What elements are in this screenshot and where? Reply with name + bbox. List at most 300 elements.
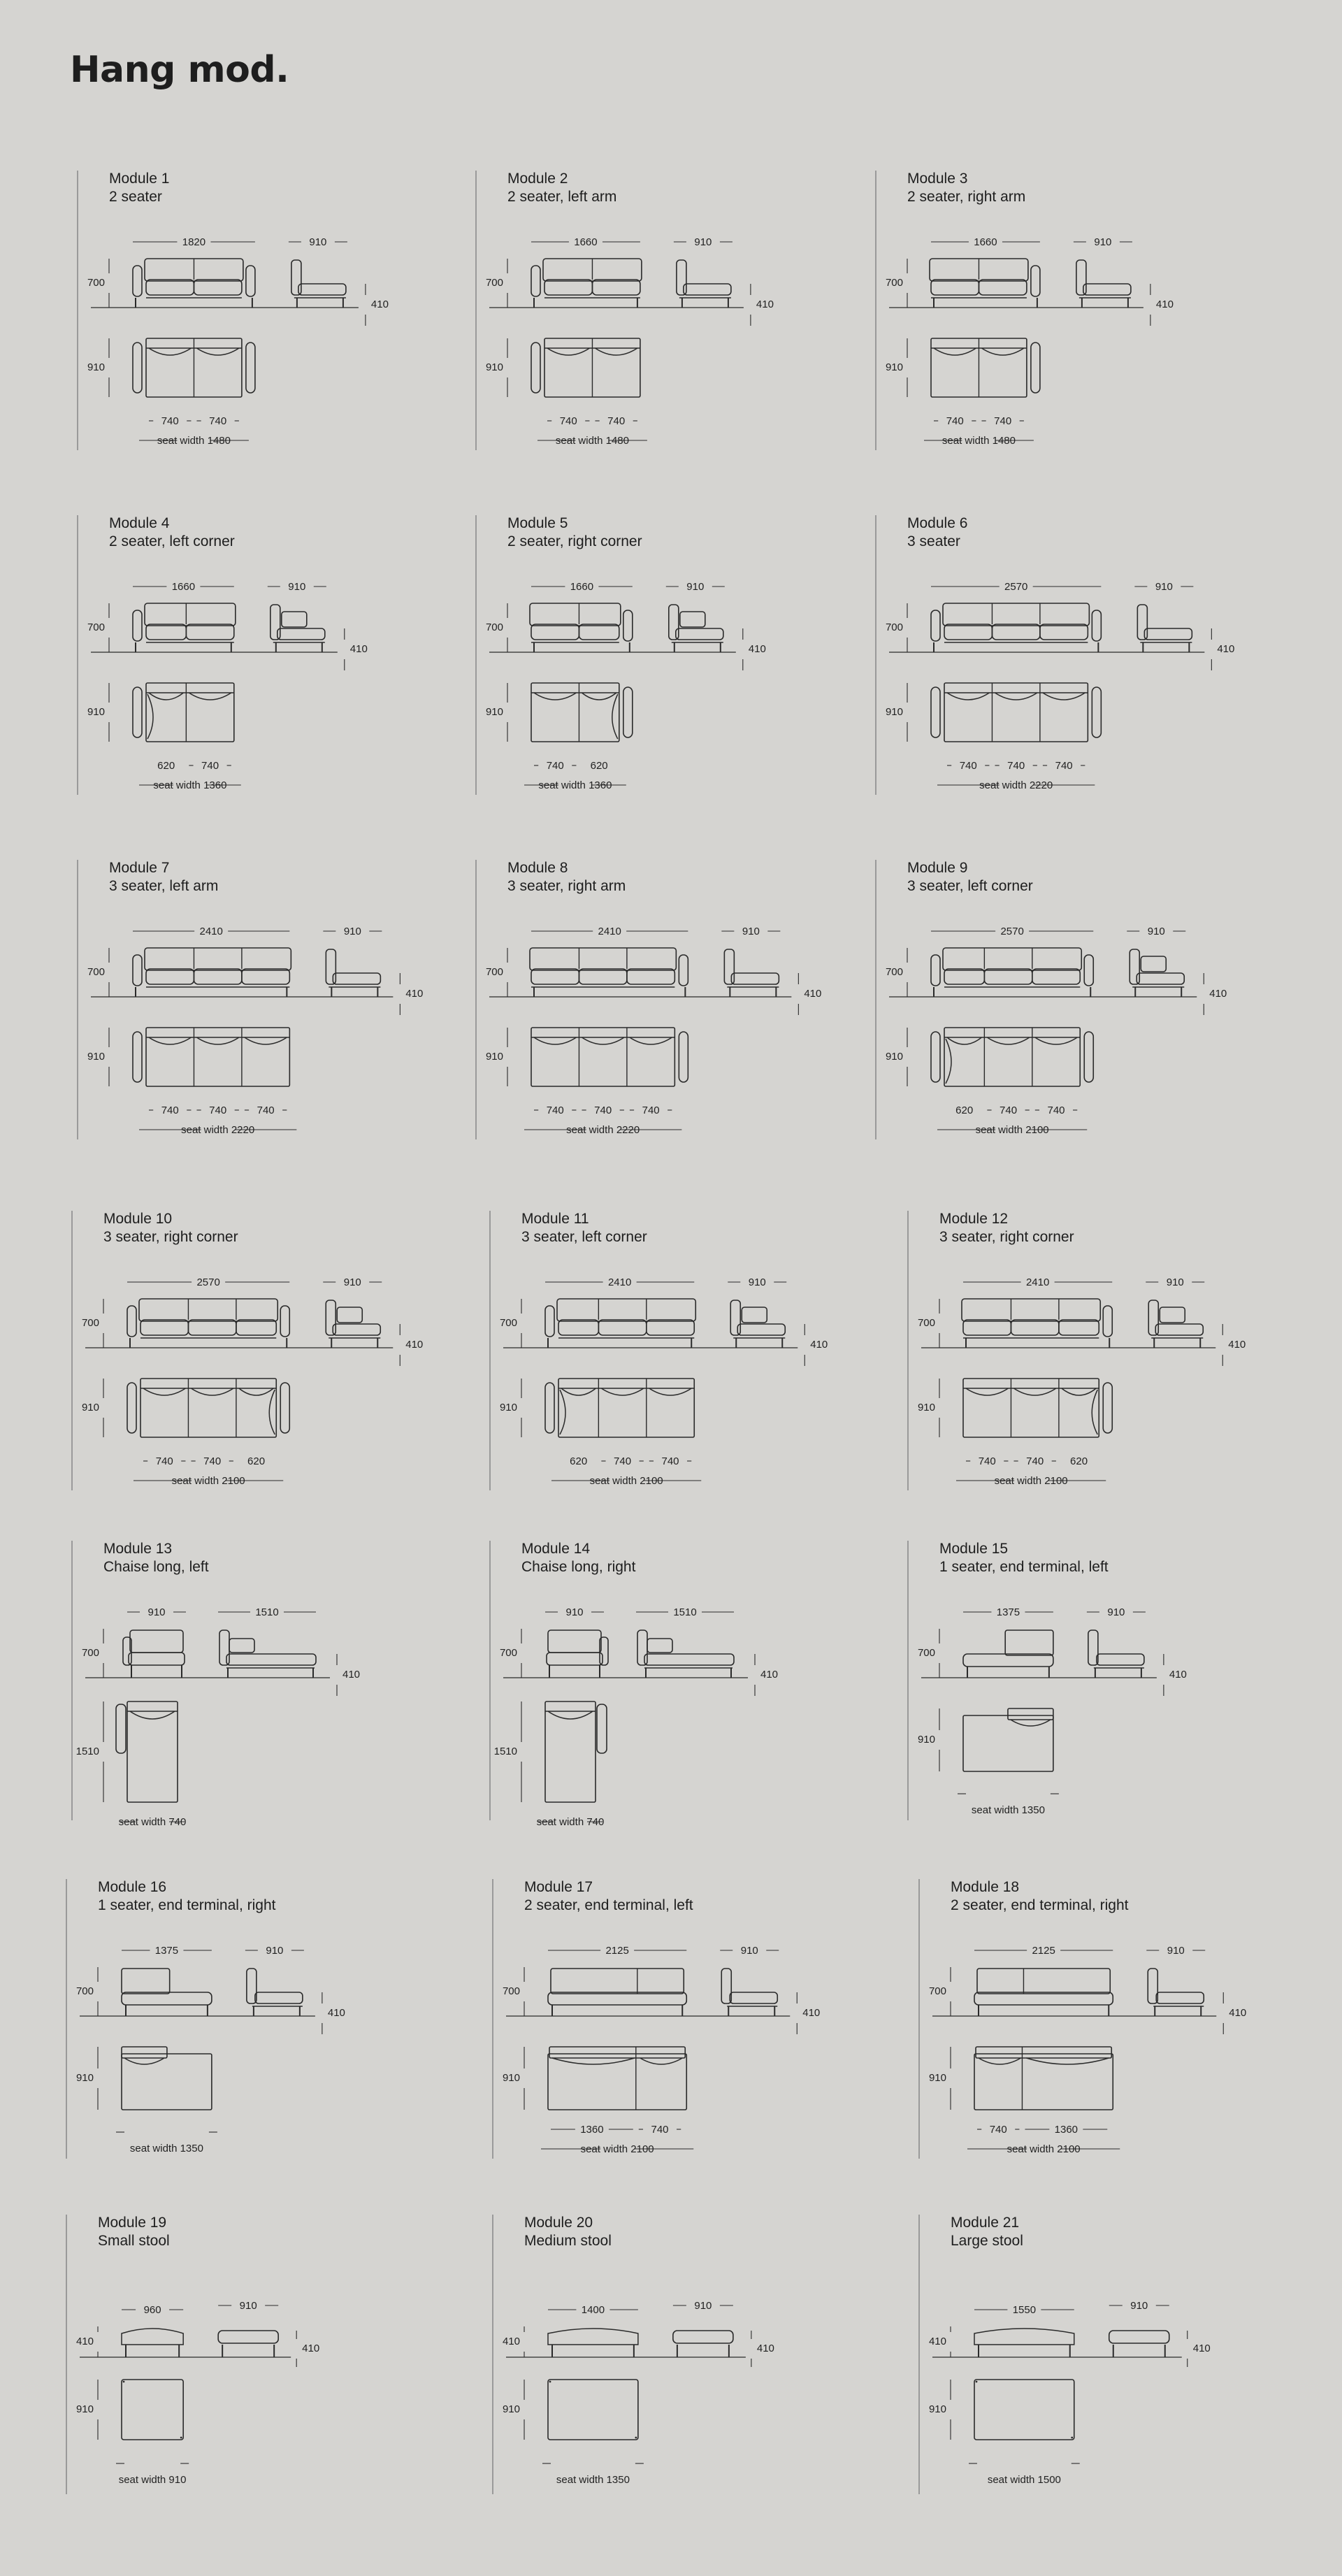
front-backrest <box>145 948 291 970</box>
module-14 <box>489 1541 881 1834</box>
module-description: Large stool <box>951 2233 1023 2249</box>
seat-dimension-3: 740 <box>257 1104 275 1116</box>
side-seat-cushion <box>1155 1324 1203 1335</box>
seat-dimension-2: 740 <box>651 2123 669 2136</box>
side-backrest <box>669 605 679 640</box>
top-depth-dimension: 910 <box>502 2403 520 2415</box>
side-backrest <box>291 260 301 295</box>
side-depth-dimension: 910 <box>239 2299 257 2312</box>
top-corner-curve <box>147 694 153 739</box>
front-backrest <box>977 1969 1110 1994</box>
front-width-dimension: 1660 <box>574 236 598 248</box>
top-corner-curve <box>560 1390 565 1434</box>
module-name: Module 2 <box>507 171 568 187</box>
module-drawing <box>492 2215 883 2508</box>
front-width-dimension: 1375 <box>996 1606 1020 1618</box>
front-height-dimension: 700 <box>87 965 105 978</box>
seat-dimension-1: 740 <box>161 1104 179 1116</box>
side-backrest <box>219 1630 229 1665</box>
module-description: 2 seater, end terminal, left <box>524 1897 693 1913</box>
top-arm-right <box>280 1383 289 1433</box>
module-drawing <box>77 171 468 464</box>
top-arm-right <box>1092 687 1101 737</box>
front-width-dimension: 2410 <box>1025 1276 1050 1288</box>
top-body <box>558 1379 694 1437</box>
top-depth-dimension: 910 <box>885 1050 903 1063</box>
top-body <box>944 1028 1080 1086</box>
top-seat-cushion-3 <box>1035 1037 1077 1044</box>
side-seat-cushion <box>644 1654 734 1665</box>
top-seat-cushion-1 <box>979 2058 1020 2064</box>
module-description: 2 seater <box>109 189 162 205</box>
seat-dimension-3: 740 <box>1055 759 1073 772</box>
front-seat-cushion-1 <box>558 1320 598 1335</box>
side-seat-height-dimension: 410 <box>1209 987 1227 1000</box>
top-seat-cushion-2 <box>189 693 231 700</box>
side-depth-dimension: 910 <box>1155 580 1173 593</box>
side-corner-cushion <box>337 1307 362 1323</box>
side-backrest <box>326 1300 336 1335</box>
top-seat-cushion-1 <box>1011 1720 1051 1726</box>
top-arm-left <box>133 687 142 737</box>
side-depth-dimension: 910 <box>686 580 705 593</box>
top-depth-dimension: 910 <box>928 2071 946 2084</box>
top-backrest <box>976 2047 1111 2058</box>
top-depth-dimension: 910 <box>502 2071 520 2084</box>
module-19 <box>66 2215 457 2508</box>
seat-width-dimension: seat width 2220 <box>566 1123 640 1136</box>
seat-width-dimension: seat width 2220 <box>979 779 1053 791</box>
front-width-dimension: 2410 <box>598 925 621 937</box>
side-seat-height-dimension: 410 <box>349 642 368 655</box>
page-title: Hang mod. <box>70 49 289 91</box>
side-seat-cushion <box>1097 1654 1144 1665</box>
top-seat-cushion-1 <box>547 348 589 355</box>
top-seat-cushion-1 <box>149 1037 191 1044</box>
top-seat-cushion-2 <box>640 2058 682 2064</box>
top-seat-cushion-2 <box>987 1037 1029 1044</box>
top-depth-dimension: 910 <box>75 2403 94 2415</box>
front-arm-right <box>1084 955 1093 986</box>
front-arm-left <box>133 610 142 641</box>
module-description: Chaise long, left <box>103 1559 209 1575</box>
front-seat-cushion-3 <box>627 969 674 984</box>
front-seat-cushion-3 <box>647 1320 694 1335</box>
top-arm <box>597 1704 607 1753</box>
front-backrest <box>530 603 621 626</box>
seat-dimension-1: 620 <box>955 1104 974 1116</box>
top-seat-cushion <box>548 1711 593 1719</box>
module-drawing <box>918 2215 1310 2508</box>
side-seat-cushion <box>277 628 325 640</box>
front-height-dimension: 700 <box>485 276 503 289</box>
side-depth-dimension: 910 <box>740 1944 758 1957</box>
front-seat-cushion-1 <box>531 624 579 640</box>
front-width-dimension: 2570 <box>196 1276 220 1288</box>
front-width-dimension: 1660 <box>570 580 594 593</box>
side-seat-cushion <box>684 284 731 295</box>
top-backrest <box>1008 1708 1053 1720</box>
top-arm-left <box>127 1383 136 1433</box>
front-height-dimension: 700 <box>485 621 503 633</box>
side-seat-cushion <box>1144 628 1192 640</box>
top-seat-cushion-2 <box>995 693 1037 700</box>
top-seat-cushion-3 <box>649 1388 691 1395</box>
side-corner-cushion <box>282 612 307 627</box>
front-arm-right <box>246 266 255 296</box>
front-seat-cushion-3 <box>1032 969 1080 984</box>
side-seat-height-dimension: 410 <box>327 2006 345 2019</box>
front-arm-right <box>623 610 633 641</box>
module-description: 2 seater, right corner <box>507 533 642 549</box>
front-seat-cushion-1 <box>140 1320 188 1335</box>
top-body <box>127 1701 178 1802</box>
top-arm-left <box>545 1383 554 1433</box>
front-width-dimension: 910 <box>147 1606 166 1618</box>
top-body <box>531 1028 674 1086</box>
front-backrest <box>130 1630 183 1653</box>
module-description: Chaise long, right <box>521 1559 636 1575</box>
side-corner-cushion <box>1141 956 1166 972</box>
seat-width-dimension: seat width 1360 <box>153 779 227 791</box>
module-13 <box>71 1541 463 1834</box>
side-backrest <box>730 1300 740 1335</box>
front-stool-cushion <box>548 2329 638 2345</box>
front-arm-right <box>1092 610 1101 641</box>
front-backrest <box>1005 1630 1053 1655</box>
front-width-dimension: 1550 <box>1012 2303 1037 2316</box>
front-seat-cushion-3 <box>1040 624 1088 640</box>
module-drawing <box>71 1211 463 1504</box>
front-backrest <box>530 948 676 970</box>
top-body <box>146 1028 289 1086</box>
side-backrest <box>637 1630 647 1665</box>
front-backrest <box>962 1299 1100 1321</box>
front-arm-left <box>127 1306 136 1337</box>
front-arm-right <box>280 1306 289 1337</box>
front-seat-cushion-2 <box>992 624 1039 640</box>
module-15 <box>907 1541 1299 1834</box>
side-seat-cushion <box>255 1992 303 2003</box>
front-seat-cushion-2 <box>579 624 619 640</box>
side-backrest <box>1137 605 1147 640</box>
front-arm-right <box>679 955 688 986</box>
module-21 <box>918 2215 1310 2508</box>
top-body <box>146 683 234 742</box>
seat-dimension-2: 740 <box>994 415 1012 427</box>
side-seat-cushion <box>333 1324 380 1335</box>
module-drawing <box>918 1879 1310 2173</box>
module-18 <box>918 1879 1310 2173</box>
side-seat-cushion <box>298 284 346 295</box>
front-backrest <box>943 948 1081 970</box>
side-stool-cushion <box>218 2331 278 2343</box>
top-stool <box>974 2380 1074 2440</box>
module-drawing <box>907 1211 1299 1504</box>
module-name: Module 15 <box>939 1541 1009 1557</box>
front-backrest <box>557 1299 695 1321</box>
module-name: Module 20 <box>524 2215 593 2231</box>
module-name: Module 14 <box>521 1541 591 1557</box>
module-description: 1 seater, end terminal, left <box>939 1559 1109 1575</box>
side-corner-cushion <box>742 1307 767 1323</box>
module-name: Module 12 <box>939 1211 1009 1227</box>
module-name: Module 6 <box>907 515 968 531</box>
front-width-dimension: 1820 <box>182 236 206 248</box>
front-seat-cushion-1 <box>931 280 979 295</box>
top-seat-cushion-2 <box>1026 2058 1109 2064</box>
side-backrest <box>724 949 734 984</box>
seat-width-dimension: seat width 1360 <box>538 779 612 791</box>
seat-dimension-2: 740 <box>1007 759 1025 772</box>
front-width-dimension: 2410 <box>607 1276 632 1288</box>
top-body <box>545 1701 596 1802</box>
module-name: Module 21 <box>951 2215 1020 2231</box>
module-name: Module 13 <box>103 1541 173 1557</box>
front-width-dimension: 2570 <box>1000 925 1024 937</box>
module-description: 2 seater, right arm <box>907 189 1026 205</box>
top-depth-dimension: 910 <box>485 361 503 373</box>
front-height-dimension: 700 <box>885 276 903 289</box>
top-body <box>963 1715 1053 1771</box>
front-seat-cushion-2 <box>579 969 626 984</box>
side-corner-cushion <box>1160 1307 1185 1323</box>
module-description: 2 seater, left arm <box>507 189 617 205</box>
front-height-dimension: 700 <box>917 1316 935 1329</box>
top-seat-cushion <box>130 1711 175 1719</box>
side-seat-height-dimension: 410 <box>1228 1338 1246 1351</box>
front-seat-cushion-2 <box>592 280 640 295</box>
seat-dimension-3: 620 <box>1070 1455 1088 1467</box>
top-seat-cushion-2 <box>582 693 616 700</box>
module-3 <box>875 171 1267 464</box>
front-stool-cushion <box>122 2329 183 2345</box>
front-backrest <box>122 1969 170 1994</box>
module-description: 3 seater, left arm <box>109 878 219 894</box>
module-2 <box>475 171 867 464</box>
front-width-dimension: 1660 <box>171 580 196 593</box>
top-stool <box>548 2380 638 2440</box>
front-stool-cushion <box>974 2329 1074 2345</box>
side-seat-cushion <box>333 973 380 984</box>
module-name: Module 3 <box>907 171 968 187</box>
top-seat-cushion-1 <box>124 2058 164 2064</box>
side-seat-height-dimension: 410 <box>756 298 774 310</box>
side-depth-dimension: 910 <box>309 236 327 248</box>
front-backrest <box>551 1969 684 1994</box>
seat-width-dimension: seat width 1350 <box>971 1804 1045 1816</box>
top-depth-dimension: 910 <box>485 1050 503 1063</box>
module-7 <box>77 860 468 1153</box>
module-drawing <box>489 1541 881 1834</box>
front-height-dimension: 700 <box>75 1985 94 1997</box>
front-width-dimension: 2125 <box>1032 1944 1055 1957</box>
top-depth-dimension: 910 <box>87 361 105 373</box>
front-arm-right <box>1031 266 1040 296</box>
module-name: Module 9 <box>907 860 968 876</box>
module-5 <box>475 515 867 809</box>
seat-dimension-1: 740 <box>989 2123 1007 2136</box>
front-arm-left <box>931 610 940 641</box>
top-arm-right <box>1031 343 1040 393</box>
front-width-dimension: 2570 <box>1004 580 1028 593</box>
front-height-dimension: 700 <box>502 1985 520 1997</box>
top-arm <box>116 1704 126 1753</box>
side-seat-height-dimension: 410 <box>342 1668 361 1681</box>
seat-dimension-2: 740 <box>1026 1455 1044 1467</box>
top-seat-cushion-3 <box>1062 1388 1096 1395</box>
seat-width-dimension: seat width 1350 <box>556 2473 630 2486</box>
seat-width-dimension: seat width 2100 <box>1006 2143 1081 2155</box>
seat-width-dimension: seat width 740 <box>536 1815 605 1828</box>
top-depth-dimension: 910 <box>485 705 503 718</box>
module-1 <box>77 171 468 464</box>
top-arm-right <box>679 1032 688 1082</box>
top-seat-cushion-3 <box>245 1037 287 1044</box>
side-seat-height-dimension: 410 <box>802 2006 821 2019</box>
seat-dimension-2: 740 <box>203 1455 222 1467</box>
module-description: Small stool <box>98 2233 170 2249</box>
module-name: Module 7 <box>109 860 170 876</box>
side-depth-dimension: 910 <box>742 925 760 937</box>
top-seat-cushion-1 <box>143 1388 185 1395</box>
seat-dimension-1: 740 <box>161 415 179 427</box>
module-description: 1 seater, end terminal, right <box>98 1897 276 1913</box>
front-width-dimension: 960 <box>143 2303 161 2316</box>
top-seat-cushion-2 <box>595 348 637 355</box>
side-depth-dimension: 910 <box>1130 2299 1148 2312</box>
side-depth-dimension: 910 <box>694 2299 712 2312</box>
front-arm-left <box>931 955 940 986</box>
front-height-dimension: 410 <box>502 2335 520 2347</box>
side-seat-height-dimension: 410 <box>405 987 424 1000</box>
module-drawing <box>66 1879 457 2173</box>
module-description: 2 seater, left corner <box>109 533 235 549</box>
seat-width-dimension: seat width 2100 <box>975 1123 1049 1136</box>
side-backrest <box>270 605 280 640</box>
top-corner-curve <box>946 1039 951 1084</box>
module-drawing <box>489 1211 881 1504</box>
seat-dimension-2: 740 <box>209 415 227 427</box>
side-backrest <box>1130 949 1139 984</box>
side-depth-dimension: 910 <box>343 1276 361 1288</box>
module-drawing <box>875 860 1267 1153</box>
top-corner-mark <box>976 2381 978 2383</box>
seat-dimension-2: 620 <box>590 759 608 772</box>
top-corner-mark <box>635 2437 637 2439</box>
seat-width-dimension: seat width 740 <box>118 1815 187 1828</box>
side-seat-cushion <box>226 1654 316 1665</box>
side-seat-height-dimension: 410 <box>405 1338 424 1351</box>
side-seat-height-dimension: 410 <box>760 1668 779 1681</box>
side-seat-height-dimension: 410 <box>748 642 766 655</box>
module-description: 3 seater, left corner <box>907 878 1033 894</box>
seat-dimension-1: 740 <box>559 415 577 427</box>
side-backrest <box>1148 1300 1158 1335</box>
top-backrest <box>122 2047 167 2058</box>
side-depth-dimension: 910 <box>1147 925 1165 937</box>
top-arm-right <box>246 343 255 393</box>
front-width-dimension: 2125 <box>605 1944 629 1957</box>
module-name: Module 8 <box>507 860 568 876</box>
top-corner-mark <box>180 2437 182 2439</box>
top-seat-cushion-3 <box>1043 693 1085 700</box>
seat-dimension-1: 1360 <box>580 2123 604 2136</box>
side-corner-cushion <box>680 612 705 627</box>
module-11 <box>489 1211 881 1504</box>
module-description: 2 seater, end terminal, right <box>951 1897 1129 1913</box>
front-seat-cushion-1 <box>146 280 194 295</box>
front-height-dimension: 700 <box>87 621 105 633</box>
top-depth-dimension: 1510 <box>493 1745 517 1757</box>
side-seat-height-dimension: 410 <box>1229 2006 1247 2019</box>
top-seat-cushion-1 <box>561 1388 596 1395</box>
top-seat-cushion-1 <box>947 693 989 700</box>
front-width-dimension: 1400 <box>581 2303 605 2316</box>
side-seat-cushion <box>737 1324 785 1335</box>
side-depth-dimension: 910 <box>748 1276 766 1288</box>
module-description: Medium stool <box>524 2233 612 2249</box>
side-seat-height-dimension: 410 <box>370 298 389 310</box>
front-seat-cushion <box>129 1653 185 1665</box>
side-backrest <box>326 949 336 984</box>
seat-dimension-2: 740 <box>614 1455 632 1467</box>
module-name: Module 19 <box>98 2215 167 2231</box>
module-4 <box>77 515 468 809</box>
top-corner-mark <box>123 2381 125 2383</box>
module-17 <box>492 1879 883 2173</box>
front-height-dimension: 700 <box>499 1316 517 1329</box>
module-drawing <box>492 1879 883 2173</box>
front-height-dimension: 700 <box>885 621 903 633</box>
module-16 <box>66 1879 457 2173</box>
side-stool-cushion <box>1109 2331 1169 2343</box>
top-seat-cushion-2 <box>196 1037 238 1044</box>
module-drawing <box>71 1541 463 1834</box>
top-body <box>531 683 619 742</box>
top-seat-cushion-2 <box>196 348 238 355</box>
side-seat-height-dimension: 410 <box>756 2342 774 2354</box>
top-corner-mark <box>1071 2437 1073 2439</box>
top-backrest <box>549 2047 685 2058</box>
front-height-dimension: 410 <box>928 2335 946 2347</box>
side-corner-cushion <box>229 1639 254 1653</box>
seat-width-dimension: seat width 2100 <box>589 1474 663 1487</box>
front-seat-cushion-1 <box>146 624 186 640</box>
module-name: Module 5 <box>507 515 568 531</box>
side-depth-dimension: 1510 <box>673 1606 697 1618</box>
top-stool <box>122 2380 183 2440</box>
seat-dimension-3: 740 <box>661 1455 679 1467</box>
seat-dimension-1: 740 <box>546 759 564 772</box>
module-name: Module 10 <box>103 1211 173 1227</box>
top-seat-cushion-1 <box>934 348 976 355</box>
top-seat-cushion-2 <box>601 1388 643 1395</box>
side-seat-height-dimension: 410 <box>1169 1668 1187 1681</box>
top-arm-left <box>531 343 540 393</box>
side-depth-dimension: 910 <box>266 1944 284 1957</box>
top-depth-dimension: 910 <box>87 1050 105 1063</box>
front-height-dimension: 700 <box>485 965 503 978</box>
front-seat-cushion-2 <box>186 624 233 640</box>
front-seat-cushion-2 <box>979 280 1026 295</box>
seat-dimension-1: 740 <box>978 1455 996 1467</box>
side-seat-height-dimension: 410 <box>1192 2342 1211 2354</box>
top-seat-cushion-2 <box>191 1388 233 1395</box>
front-seat-cushion-2 <box>984 969 1032 984</box>
front-arm-left <box>133 955 142 986</box>
module-drawing <box>875 171 1267 464</box>
